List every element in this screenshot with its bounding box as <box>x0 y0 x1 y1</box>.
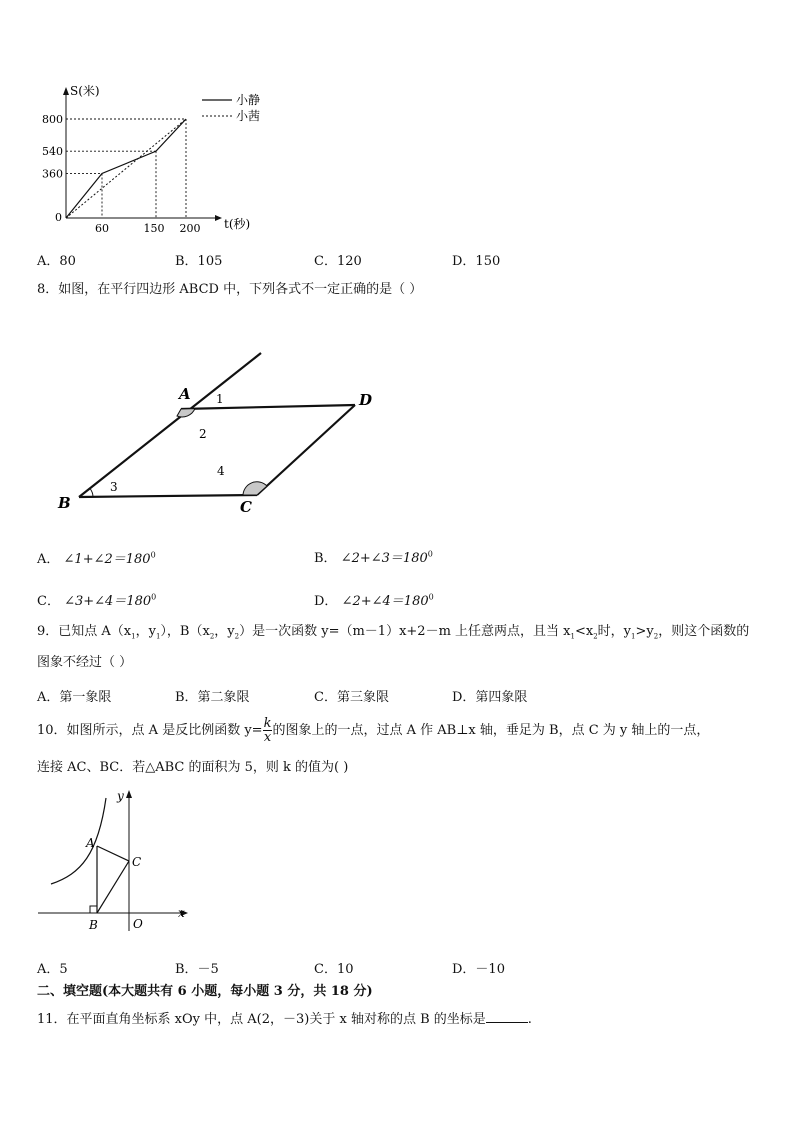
distance-time-chart <box>40 78 300 243</box>
x-tick-label: 200 <box>179 222 201 235</box>
q7-option-c[interactable]: C．120 <box>314 254 362 269</box>
q8-option-a[interactable]: A． $\angle 1+\angle 2=180^0$ <box>37 550 156 567</box>
q8-option-b[interactable]: B． $\angle 2+\angle 3=180^0$ <box>314 549 433 566</box>
axis-label-x: x <box>178 906 185 920</box>
q9-option-d[interactable]: D．第四象限 <box>452 690 528 705</box>
y-tick-label: 360 <box>42 167 63 181</box>
series-line-xiaoqian <box>66 119 186 218</box>
x-tick-label: 150 <box>143 222 165 235</box>
label-d: D <box>359 391 373 409</box>
y-tick-label: 540 <box>42 145 63 159</box>
q11-stem: 11．在平面直角坐标系 xOy 中，点 A(2，－3)关于 x 轴对称的点 B 的坐标是 . <box>37 1012 532 1027</box>
label-c: C <box>240 498 252 516</box>
label-angle-2: 2 <box>199 427 207 441</box>
point-label-b: B <box>89 918 98 932</box>
label-angle-4: 4 <box>217 464 225 478</box>
y-axis-label: S(米) <box>70 84 100 98</box>
q10-option-b[interactable]: B．－5 <box>175 962 219 977</box>
x-axis-label: t(秒) <box>224 217 251 231</box>
q10-option-a[interactable]: A．5 <box>37 962 68 977</box>
answer-blank[interactable] <box>486 1022 528 1023</box>
q8-option-d[interactable]: D． $\angle 2+\angle 4=180^0$ <box>314 592 434 609</box>
label-angle-1: 1 <box>216 392 224 406</box>
q9-stem-line1: 9．已知点 $A(x_1$，$y_1$），$B(x_2$，$y_2$）是一次函数 y=（m－1）x+2－m 上任意两点，且当 $x_1<x_2$时，$y_1>y_2$，则这个函数的 <box>37 624 750 641</box>
q8-stem: 8．如图，在平行四边形 ABCD 中，下列各式不一定正确的是（ ） <box>37 282 423 297</box>
q10-option-c[interactable]: C．10 <box>314 962 354 977</box>
q9-option-b[interactable]: B．第二象限 <box>175 690 250 705</box>
q9-option-c[interactable]: C．第三象限 <box>314 690 389 705</box>
q9-option-a[interactable]: A．第一象限 <box>37 690 112 705</box>
q8-option-c[interactable]: C． $\angle 3+\angle 4=180^0$ <box>37 592 157 609</box>
point-label-a: A <box>86 836 95 850</box>
legend-label-xiaoqian: 小茜 <box>236 109 261 123</box>
x-axis-arrow <box>215 215 222 221</box>
q10-option-d[interactable]: D．－10 <box>452 962 505 977</box>
q9-stem-line2: 图象不经过（ ） <box>37 655 133 670</box>
label-a: A <box>179 385 191 403</box>
fraction-k-over-x: $\frac{k}{x}$ <box>263 716 272 745</box>
y-tick-label: 800 <box>42 113 63 126</box>
origin-label: 0 <box>55 211 62 224</box>
q10-stem-line2: 连接 AC、BC．若△ABC 的面积为 5，则 k 的值为( ) <box>37 760 349 775</box>
q7-option-a[interactable]: A．80 <box>37 254 76 269</box>
q7-option-d[interactable]: D．150 <box>452 254 501 269</box>
label-angle-3: 3 <box>110 480 118 494</box>
label-b: B <box>58 494 71 512</box>
x-tick-label: 60 <box>95 222 109 235</box>
parallelogram-figure <box>50 345 390 520</box>
section-heading-fill-in: 二、填空题(本大题共有 6 小题，每小题 3 分，共 18 分) <box>37 984 373 999</box>
inverse-function-figure <box>36 786 196 936</box>
q7-option-b[interactable]: B．105 <box>175 254 223 269</box>
point-label-c: C <box>132 855 142 869</box>
axis-label-y: y <box>117 789 124 803</box>
y-axis-arrow <box>63 87 69 95</box>
point-label-o: O <box>133 917 143 931</box>
legend-label-xiaojing: 小静 <box>236 93 261 107</box>
q10-stem-line1: 10．如图所示，点 A 是反比例函数 y= $\frac{k}{x}$ 的图象上的一点，过点 A 作 AB⊥x 轴，垂足为 B，点 C 为 y 轴上的一点， <box>37 716 710 745</box>
